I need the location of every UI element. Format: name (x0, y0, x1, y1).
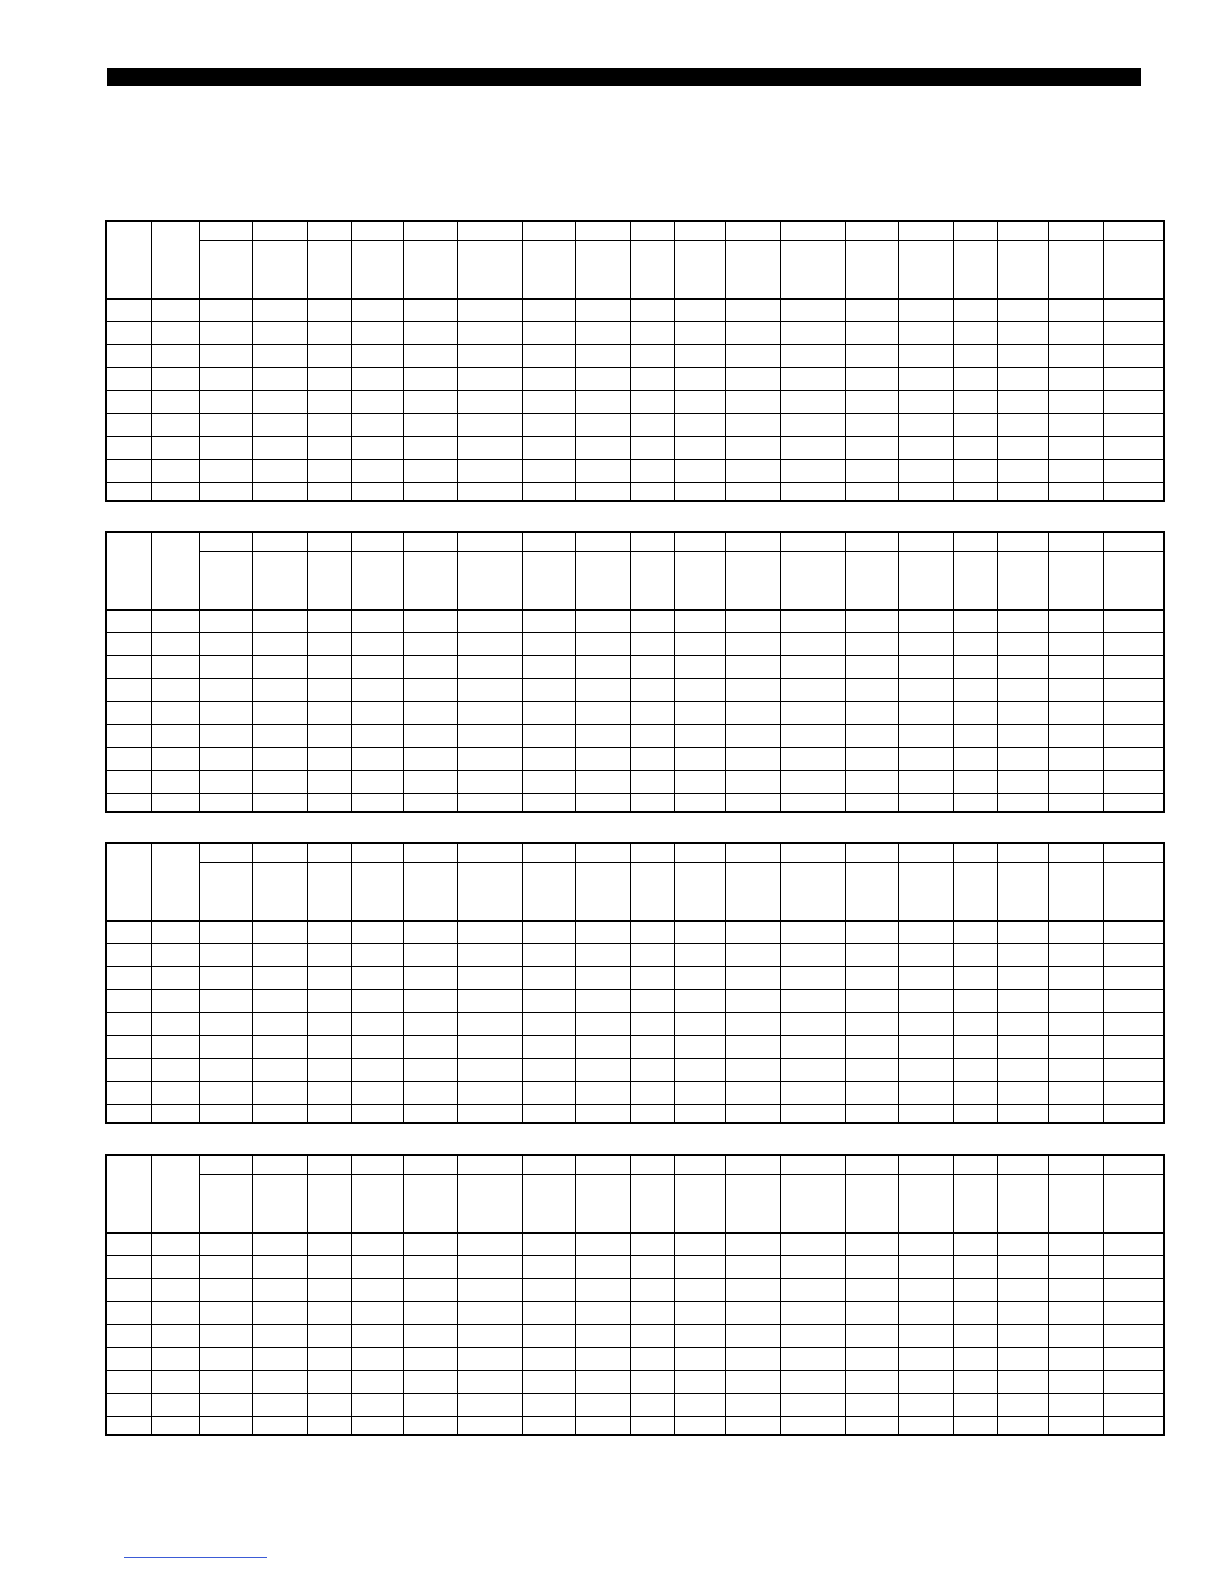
grid-header-bottom-rule (107, 609, 1163, 611)
grid-header-band-divider (199, 1174, 1163, 1175)
grid-row-divider (107, 1104, 1163, 1105)
grid-row-divider (107, 482, 1163, 483)
grid-row-divider (107, 367, 1163, 368)
grid-row-divider (107, 655, 1163, 656)
grid-row-divider (107, 770, 1163, 771)
grid-header-bottom-rule (107, 920, 1163, 922)
grid-row-divider (107, 1035, 1163, 1036)
grid-row-divider (107, 436, 1163, 437)
grid-row-divider (107, 413, 1163, 414)
grid-row-divider (107, 321, 1163, 322)
grid-row-divider (107, 632, 1163, 633)
grid-row-divider (107, 943, 1163, 944)
grid-row-divider (107, 1081, 1163, 1082)
grid-header-bottom-rule (107, 1232, 1163, 1234)
grid-row-divider (107, 966, 1163, 967)
grid-row-divider (107, 459, 1163, 460)
grid-row-divider (107, 1012, 1163, 1013)
grid-row-divider (107, 989, 1163, 990)
grid-row-divider (107, 701, 1163, 702)
grid-row-divider (107, 793, 1163, 794)
grid-row-divider (107, 1370, 1163, 1371)
footer-link-underline[interactable] (124, 1557, 267, 1558)
grid-row-divider (107, 1393, 1163, 1394)
grid-row-divider (107, 747, 1163, 748)
grid-row-divider (107, 1347, 1163, 1348)
form-grid (105, 842, 1165, 1124)
grid-row-divider (107, 1324, 1163, 1325)
grid-row-divider (107, 1301, 1163, 1302)
form-grid (105, 220, 1165, 502)
grid-row-divider (107, 390, 1163, 391)
grid-row-divider (107, 1278, 1163, 1279)
grid-header-band-divider (199, 862, 1163, 863)
grid-header-band-divider (199, 240, 1163, 241)
grid-header-bottom-rule (107, 298, 1163, 300)
grid-header-band-divider (199, 551, 1163, 552)
form-grid (105, 531, 1165, 813)
grid-row-divider (107, 724, 1163, 725)
grid-row-divider (107, 678, 1163, 679)
grid-row-divider (107, 1416, 1163, 1417)
grid-row-divider (107, 1058, 1163, 1059)
form-grid (105, 1154, 1165, 1436)
header-rule-bar (107, 68, 1141, 86)
grid-row-divider (107, 1255, 1163, 1256)
grid-row-divider (107, 344, 1163, 345)
